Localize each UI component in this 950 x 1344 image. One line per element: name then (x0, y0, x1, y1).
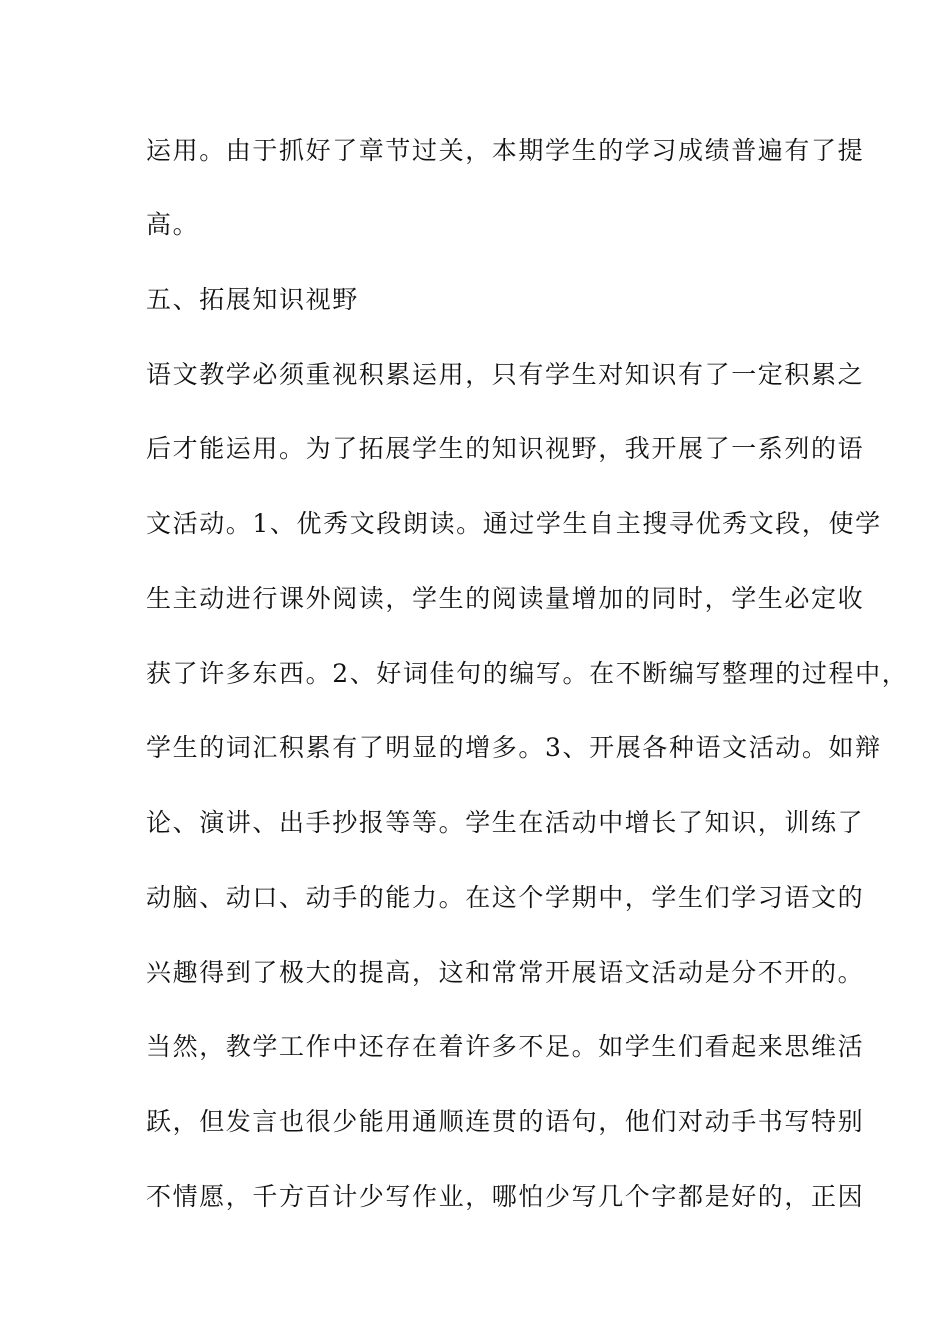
text-line: 论、演讲、出手抄报等等。学生在活动中增长了知识，训练了 (146, 808, 865, 837)
text-line: 学生的词汇积累有了明显的增多。3、开展各种语文活动。如辩 (146, 733, 882, 762)
text-line: 不情愿，千方百计少写作业，哪怕少写几个字都是好的，正因 (146, 1182, 865, 1211)
text-line: 高。 (146, 210, 200, 239)
text-line: 语文教学必须重视积累运用，只有学生对知识有了一定积累之 (146, 360, 865, 389)
text-line: 文活动。1、优秀文段朗读。通过学生自主搜寻优秀文段，使学 (146, 509, 882, 538)
text-line: 生主动进行课外阅读，学生的阅读量增加的同时，学生必定收 (146, 584, 865, 613)
text-line: 后才能运用。为了拓展学生的知识视野，我开展了一系列的语 (146, 434, 865, 463)
text-line: 当然，教学工作中还存在着许多不足。如学生们看起来思维活 (146, 1032, 865, 1061)
text-line: 兴趣得到了极大的提高，这和常常开展语文活动是分不开的。 (146, 958, 865, 987)
text-line: 运用。由于抓好了章节过关，本期学生的学习成绩普遍有了提 (146, 136, 865, 165)
text-line: 跃，但发言也很少能用通顺连贯的语句，他们对动手书写特别 (146, 1107, 865, 1136)
text-line: 动脑、动口、动手的能力。在这个学期中，学生们学习语文的 (146, 883, 865, 912)
section-heading: 五、拓展知识视野 (146, 285, 359, 314)
text-line: 获了许多东西。2、好词佳句的编写。在不断编写整理的过程中， (146, 659, 909, 688)
